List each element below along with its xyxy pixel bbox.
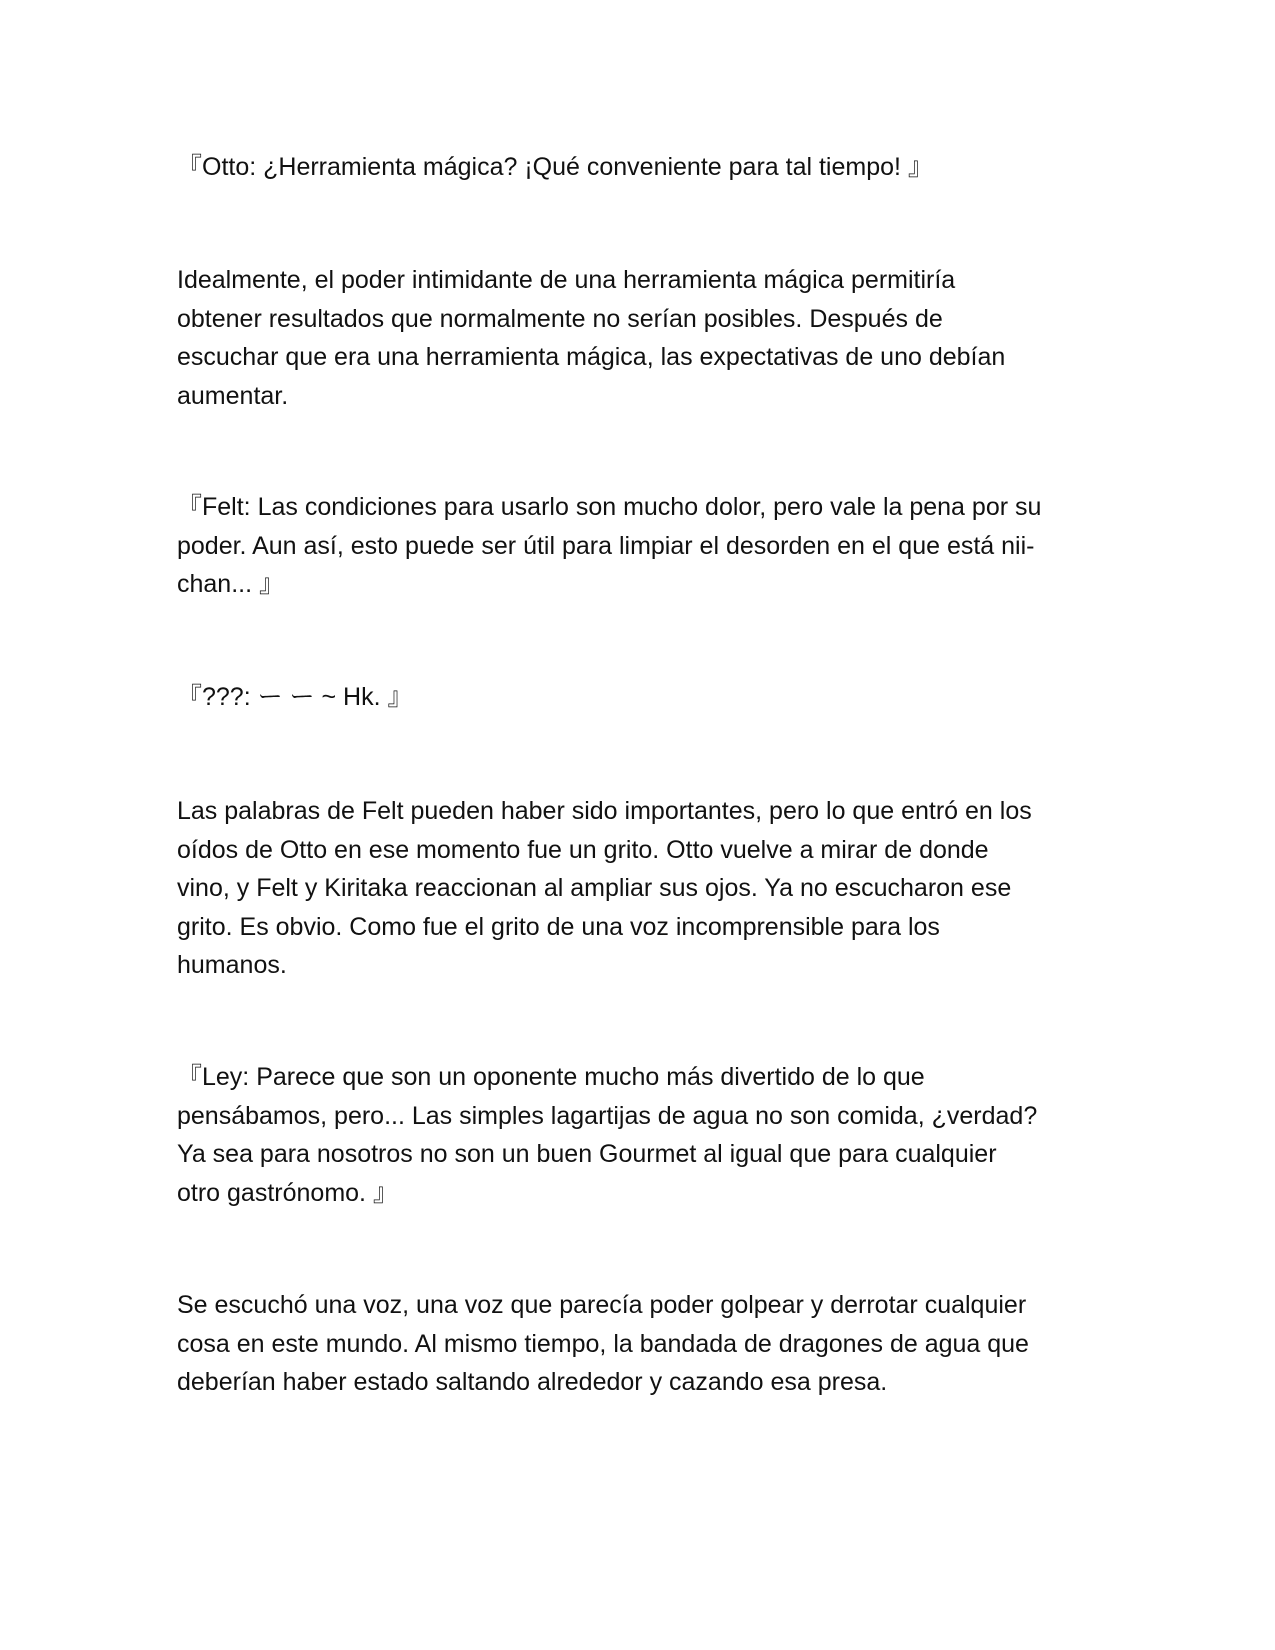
dialogue-felt: 『Felt: Las condiciones para usarlo son mucho dolor, pero vale la pena por su poder. Aun así, esto puede ser útil para limpiar el desorden en el que está nii- chan... 』	[177, 493, 1042, 598]
narration-paragraph: Se escuchó una voz, una voz que parecía poder golpear y derrotar cualquier cosa en este mundo. Al mismo tiempo, la bandada de dragones de agua que deberían haber estado saltando alrededor y cazando esa presa.	[177, 1291, 1029, 1396]
dialogue-unknown: 『???: ー ー ~ Hk. 』	[177, 683, 413, 711]
dialogue-ley: 『Ley: Parece que son un oponente mucho más divertido de lo que pensábamos, pero... Las simples lagartijas de agua no son comida, ¿verdad? Ya sea para nosotros no son un buen Gourmet al igual que para cualquier otro gastrónomo. 』	[177, 1063, 1038, 1207]
dialogue-otto: 『Otto: ¿Herramienta mágica? ¡Qué conveniente para tal tiempo! 』	[177, 153, 933, 181]
narration-paragraph: Idealmente, el poder intimidante de una herramienta mágica permitiría obtener resultados que normalmente no serían posibles. Después de escuchar que era una herramienta mágica, las expectativas de uno debían aumentar.	[177, 266, 1006, 410]
narration-paragraph: Las palabras de Felt pueden haber sido importantes, pero lo que entró en los oídos de Otto en ese momento fue un grito. Otto vuelve a mirar de donde vino, y Felt y Kiritaka reaccionan al ampliar sus ojos. Ya no escucharon ese grito. Es obvio. Como fue el grito de una voz incomprensible para los humanos.	[177, 797, 1032, 979]
